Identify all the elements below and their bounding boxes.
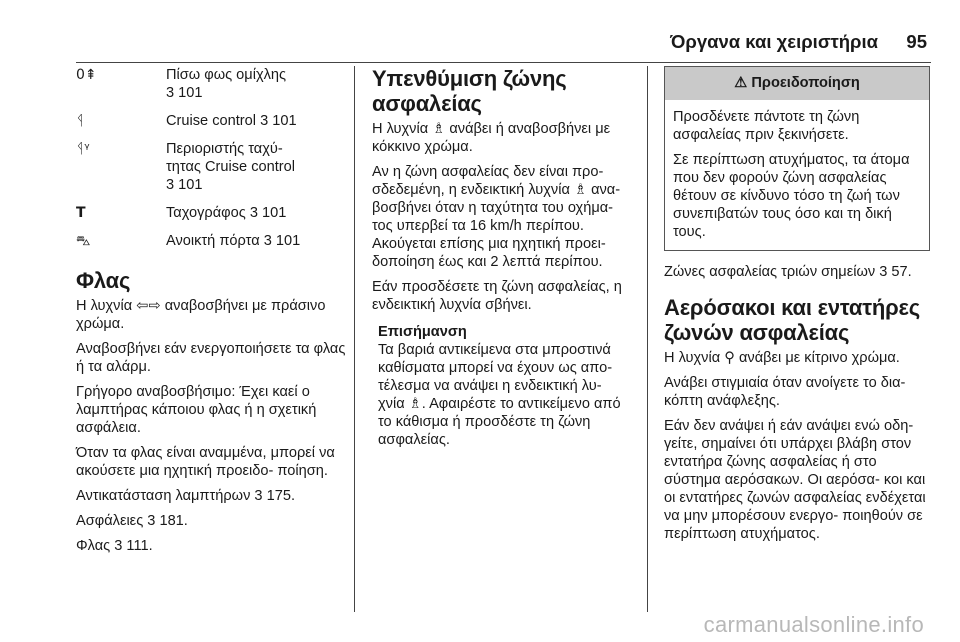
paragraph: Ανάβει στιγμιαία όταν ανοίγετε το δια- κόπτη ανάφλεξης.: [664, 375, 906, 409]
indicator-label: Cruise control 3 101: [166, 113, 297, 129]
paragraph: Η λυχνία ⚲ ανάβει με κίτρινο χρώμα.: [664, 350, 900, 366]
rear-fog-light-icon: 0⇞: [76, 67, 97, 83]
indicator-row: [76, 140, 348, 194]
cross-reference: Αντικατάσταση λαμπτήρων 3 175.: [76, 488, 295, 504]
indicator-ref: 3 101: [166, 177, 203, 193]
note-block: [378, 323, 632, 449]
paragraph: Αναβοσβήνει εάν ενεργοποιήσετε τα φλας ή τα αλάρμ.: [76, 341, 346, 375]
column-left: [76, 66, 348, 562]
note-title: Επισήμανση: [378, 324, 467, 340]
note-text: Τα βαριά αντικείμενα στα μπροστινά καθίσματα μπορεί να έχουν ως απο- τέλεσμα να ανάψει η ενδεικτική λυ- χνία ♗. Αφαιρέστε το αντικείμενο από το κάθισμα ή προσδέστε τη ζώνη ασφαλείας.: [378, 342, 621, 448]
watermark: carmanualsonline.info: [703, 612, 924, 637]
paragraph: Εάν δεν ανάψει ή εάν ανάψει ενώ οδη- γείτε, σημαίνει ότι υπάρχει βλάβη στον εντατήρα ζώνης ασφαλείας ή στο σύστημα αερόσακων. Οι αερόσα- κοι και οι εντατήρες ζωνών ασφαλείας ενδέχεται να μην μπορέσουν ενεργο- ποιηθούν σε περίπτωση ατυχήματος.: [664, 418, 926, 542]
paragraph: Η λυχνία ⇦⇨ αναβοσβήνει με πράσινο χρώμα.: [76, 298, 326, 332]
column-divider: [647, 66, 648, 612]
indicator-label: Ανοικτή πόρτα 3 101: [166, 233, 301, 249]
section-heading: Αερόσακοι και εντατήρες ζωνών ασφαλείας: [664, 295, 920, 345]
warning-title: ⚠ Προειδοποίηση: [665, 67, 929, 100]
speed-limiter-icon: ᛩᵞ: [76, 141, 90, 157]
header-rule: [76, 62, 931, 63]
paragraph: Εάν προσδέσετε τη ζώνη ασφαλείας, η ενδεικτική λυχνία σβήνει.: [372, 279, 622, 313]
indicator-ref: 3 101: [166, 85, 203, 101]
indicator-label: Περιοριστής ταχύ-: [166, 141, 283, 157]
warning-box: [664, 66, 930, 251]
paragraph: Γρήγορο αναβοσβήσιμο: Έχει καεί ο λαμπτήρας κάποιου φλας ή η σχετική ασφάλεια.: [76, 384, 317, 436]
indicator-label: Πίσω φως ομίχλης: [166, 67, 287, 83]
cross-reference: Ασφάλειες 3 181.: [76, 513, 188, 529]
paragraph: Η λυχνία ♗ ανάβει ή αναβοσβήνει με κόκκινο χρώμα.: [372, 121, 611, 155]
header-title: Όργανα και χειριστήρια: [670, 31, 878, 52]
warning-text: Προσδένετε πάντοτε τη ζώνη ασφαλείας πριν ξεκινήσετε.: [673, 109, 860, 143]
indicator-row: [76, 232, 348, 250]
column-divider: [354, 66, 355, 612]
paragraph: Όταν τα φλας είναι αναμμένα, μπορεί να ακούσετε μια ηχητική προειδο- ποίηση.: [76, 445, 335, 479]
indicator-label-line2: τητας Cruise control: [166, 159, 295, 175]
paragraph: Αν η ζώνη ασφαλείας δεν είναι προ- σδεδεμένη, η ενδεικτική λυχνία ♗ ανα- βοσβήνει όταν η ταχύτητα του οχήμα- τος υπερβεί τα 16 km/h περίπου. Ακούγεται επίσης μια ηχητική προει- δοποίηση έως και 2 λεπτά περίπου.: [372, 164, 621, 270]
cross-reference: Ζώνες ασφαλείας τριών σημείων 3 57.: [664, 264, 912, 280]
cross-reference: Φλας 3 111.: [76, 538, 153, 554]
open-door-icon: ⛍: [76, 233, 91, 249]
section-heading: Υπενθύμιση ζώνης ασφαλείας: [372, 66, 567, 116]
section-heading: Φλας: [76, 268, 131, 293]
cruise-control-icon: ᛩ: [76, 113, 85, 129]
column-middle: [372, 66, 632, 456]
column-right: [664, 66, 930, 550]
page-number: 95: [906, 31, 927, 52]
indicator-label: Ταχογράφος 3 101: [166, 205, 287, 221]
indicator-row: [76, 112, 348, 130]
warning-text: Σε περίπτωση ατυχήματος, τα άτομα που δεν φορούν ζώνη ασφαλείας θέτουν σε κίνδυνο τόσο τη ζωή των συνεπιβατών τους όσο και τη δική τους.: [673, 152, 910, 240]
indicator-row: [76, 204, 348, 222]
indicator-row: [76, 66, 348, 102]
tachograph-icon: T: [76, 205, 86, 221]
